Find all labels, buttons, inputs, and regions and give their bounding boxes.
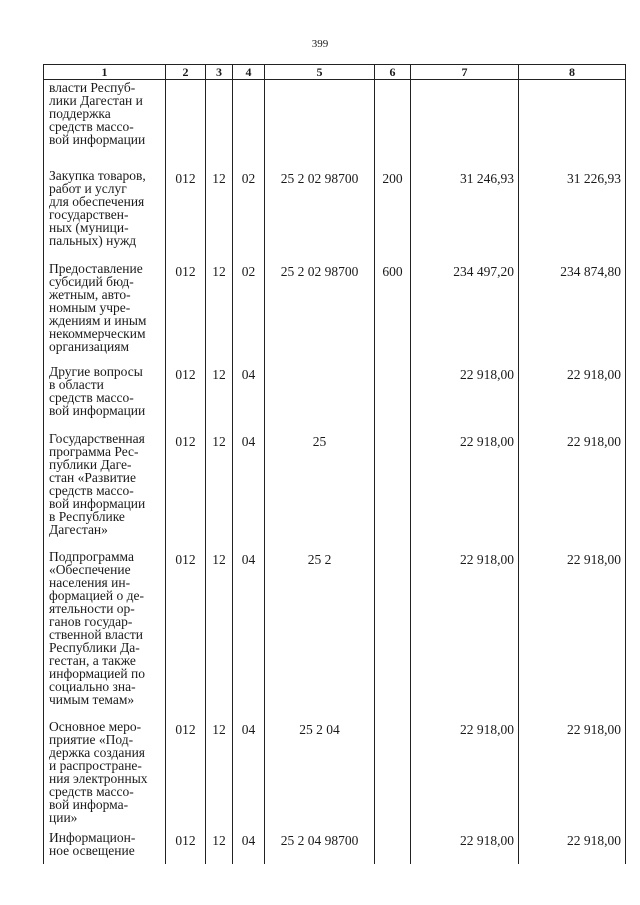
column-header: 3 (206, 65, 233, 80)
cell-section: 12 (206, 259, 233, 362)
cell-amount-2: 22 918,00 (519, 429, 626, 547)
cell-subsection: 04 (233, 828, 265, 864)
table-row (44, 362, 626, 429)
cell-expense-type (375, 80, 411, 166)
cell-amount-2: 22 918,00 (519, 547, 626, 717)
row-description: Информацион- ное освещение (49, 829, 136, 858)
cell-target-article (265, 80, 375, 166)
cell-section: 12 (206, 717, 233, 828)
cell-subsection: 04 (233, 547, 265, 717)
cell-code (166, 80, 206, 166)
row-description: Государственная программа Рес- публики Даге- стан «Развитие средств массо- вой информации в Республике Дагестан» (49, 430, 146, 537)
cell-amount-1: 22 918,00 (411, 547, 519, 717)
cell-expense-type: 200 (375, 166, 411, 259)
cell-amount-1: 22 918,00 (411, 828, 519, 864)
cell-amount-1: 22 918,00 (411, 362, 519, 429)
cell-amount-1: 22 918,00 (411, 429, 519, 547)
cell-amount-2: 22 918,00 (519, 717, 626, 828)
cell-amount-2: 22 918,00 (519, 828, 626, 864)
cell-target-article (265, 362, 375, 429)
cell-target-article: 25 2 02 98700 (265, 259, 375, 362)
cell-section: 12 (206, 429, 233, 547)
row-description: власти Респуб- лики Дагестан и поддержка средств массо- вой информации (49, 80, 146, 147)
cell-subsection: 02 (233, 166, 265, 259)
table-row (44, 259, 626, 362)
column-header: 1 (44, 65, 166, 80)
cell-subsection: 04 (233, 717, 265, 828)
header-row (44, 65, 626, 80)
row-description: Предоставление субсидий бюд- жетным, авто- номным учре- ждениям и иным некоммерческим организациям (49, 260, 147, 354)
cell-subsection: 02 (233, 259, 265, 362)
cell-code: 012 (166, 828, 206, 864)
cell-amount-2: 31 226,93 (519, 166, 626, 259)
cell-expense-type (375, 828, 411, 864)
cell-amount-1: 234 497,20 (411, 259, 519, 362)
page-number: 399 (311, 38, 329, 50)
column-header: 4 (233, 65, 265, 80)
cell-section (206, 80, 233, 166)
cell-code: 012 (166, 259, 206, 362)
cell-code: 012 (166, 717, 206, 828)
table-row (44, 547, 626, 717)
table-row (44, 828, 626, 864)
cell-section: 12 (206, 547, 233, 717)
cell-subsection: 04 (233, 429, 265, 547)
cell-subsection (233, 80, 265, 166)
cell-section: 12 (206, 362, 233, 429)
cell-amount-2: 234 874,80 (519, 259, 626, 362)
cell-amount-1 (411, 80, 519, 166)
cell-expense-type (375, 717, 411, 828)
table-row (44, 429, 626, 547)
table-row (44, 166, 626, 259)
row-description: Другие вопросы в области средств массо- вой информации (49, 363, 146, 418)
row-description: Закупка товаров, работ и услуг для обеспечения государствен- ных (муници- пальных) нужд (49, 167, 146, 248)
table-row (44, 80, 626, 166)
row-description: Подпрограмма «Обеспечение населения ин- формацией о де- ятельности ор- ганов государ- ственной власти Республики Да- гестан, а также информацией по социально зна- чимым темам» (49, 548, 145, 707)
cell-code: 012 (166, 429, 206, 547)
cell-target-article: 25 2 (265, 547, 375, 717)
row-description: Основное меро- приятие «Под- держка создания и распростране- ния электронных средств массо- вой информа- ции» (49, 718, 148, 825)
cell-target-article: 25 2 04 98700 (265, 828, 375, 864)
cell-section: 12 (206, 828, 233, 864)
column-header: 8 (519, 65, 626, 80)
cell-amount-1: 22 918,00 (411, 717, 519, 828)
cell-subsection: 04 (233, 362, 265, 429)
cell-expense-type (375, 547, 411, 717)
column-header: 5 (265, 65, 375, 80)
cell-code: 012 (166, 547, 206, 717)
cell-expense-type (375, 362, 411, 429)
cell-target-article: 25 2 04 (265, 717, 375, 828)
column-header: 2 (166, 65, 206, 80)
cell-amount-1: 31 246,93 (411, 166, 519, 259)
cell-code: 012 (166, 166, 206, 259)
cell-amount-2 (519, 80, 626, 166)
cell-expense-type (375, 429, 411, 547)
column-header: 7 (411, 65, 519, 80)
cell-target-article: 25 (265, 429, 375, 547)
column-header: 6 (375, 65, 411, 80)
cell-code: 012 (166, 362, 206, 429)
table-row (44, 717, 626, 828)
cell-expense-type: 600 (375, 259, 411, 362)
cell-section: 12 (206, 166, 233, 259)
budget-table (43, 64, 626, 864)
cell-target-article: 25 2 02 98700 (265, 166, 375, 259)
cell-amount-2: 22 918,00 (519, 362, 626, 429)
